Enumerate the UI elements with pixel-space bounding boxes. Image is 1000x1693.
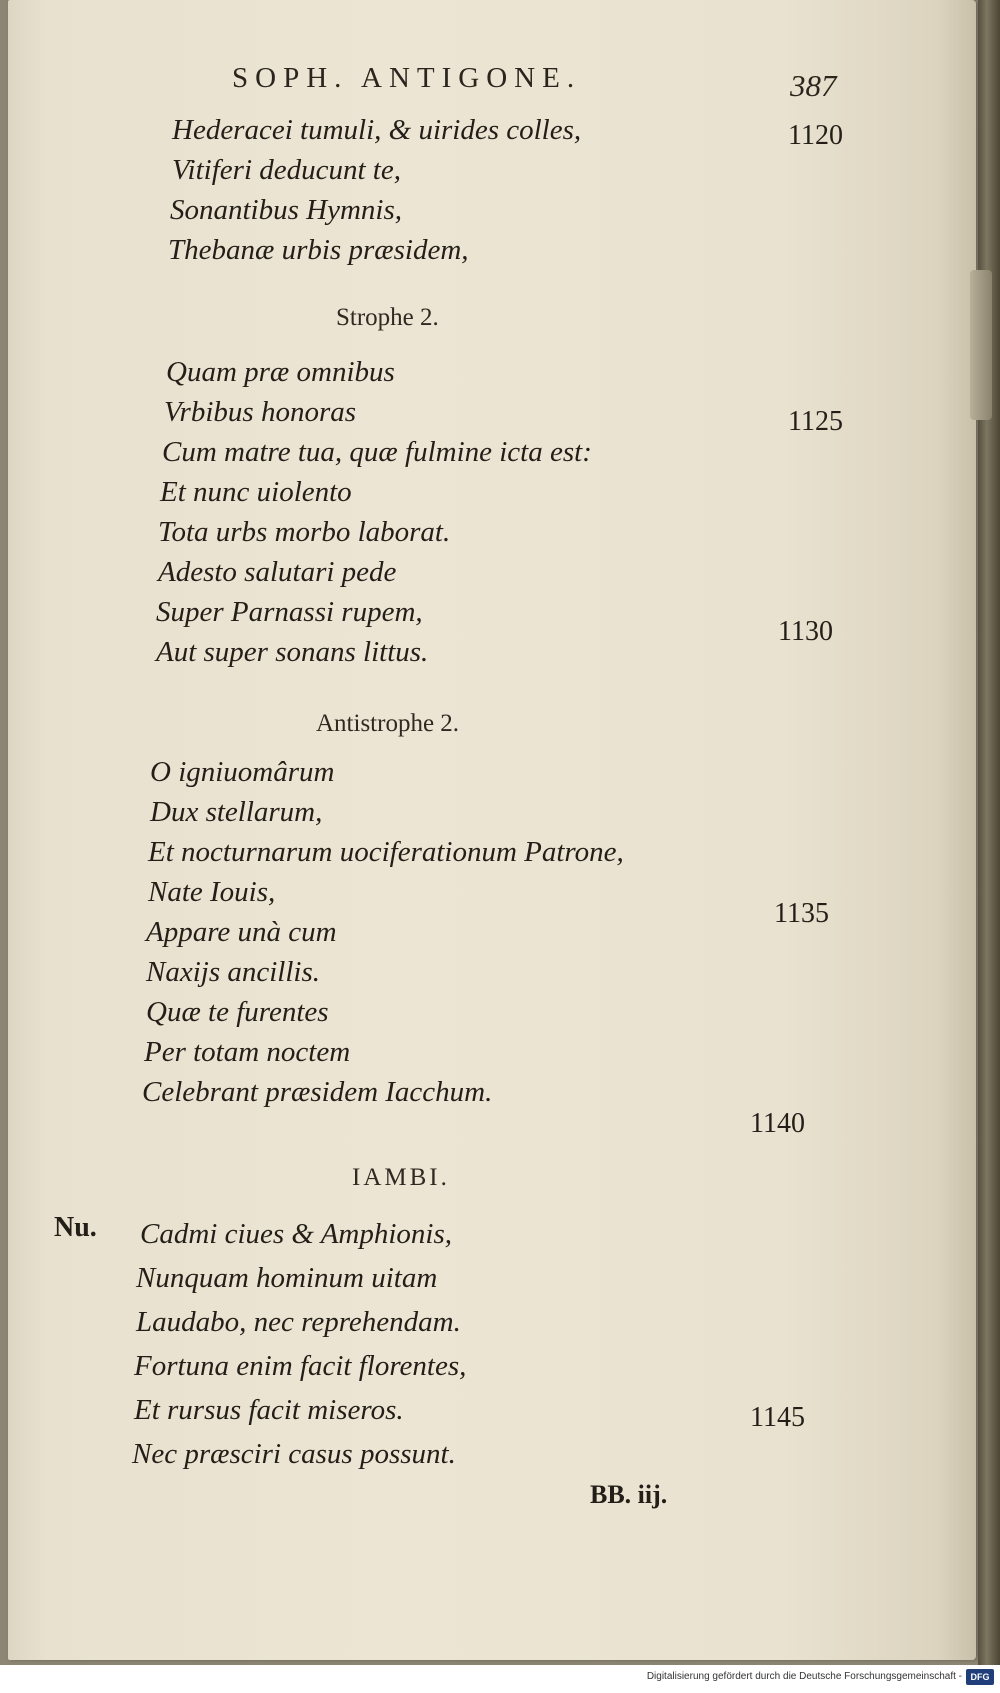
show-through-text xyxy=(520,100,950,1540)
book-edge xyxy=(978,0,1000,1665)
page-number: 387 xyxy=(790,68,837,103)
verse-line: Per totam noctem xyxy=(144,1036,351,1068)
verse-line: Hederacei tumuli, & uirides colles, xyxy=(172,114,582,146)
speaker-label: Nu. xyxy=(54,1212,97,1243)
verse-line: Fortuna enim facit florentes, xyxy=(134,1350,467,1382)
verse-line: Naxijs ancillis. xyxy=(146,956,320,988)
dfg-logo: DFG xyxy=(966,1669,994,1685)
verse-line: Celebrant præsidem Iacchum. xyxy=(142,1076,493,1108)
heading-iambi: IAMBI. xyxy=(352,1164,450,1191)
verse-line: Dux stellarum, xyxy=(150,796,323,828)
line-number: 1135 xyxy=(774,898,829,929)
verse-line: Quæ te furentes xyxy=(146,996,329,1028)
verse-line: Nunquam hominum uitam xyxy=(136,1262,438,1294)
verse-line: Vrbibus honoras xyxy=(164,396,357,428)
footer-credit: Digitalisierung gefördert durch die Deutsche Forschungsgemeinschaft - xyxy=(646,1671,962,1682)
verse-line: Nate Iouis, xyxy=(148,876,276,908)
verse-line: Cadmi ciues & Amphionis, xyxy=(140,1218,453,1250)
verse-line: Vitiferi deducunt te, xyxy=(172,154,401,186)
verse-line: Nec præsciri casus possunt. xyxy=(132,1438,456,1470)
line-number: 1125 xyxy=(788,406,843,437)
line-number: 1120 xyxy=(788,120,843,151)
verse-line: Thebanæ urbis præsidem, xyxy=(168,234,469,266)
verse-line: Cum matre tua, quæ fulmine icta est: xyxy=(162,436,592,468)
heading-strophe: Strophe 2. xyxy=(336,304,439,331)
verse-line: Quam præ omnibus xyxy=(166,356,395,388)
line-number: 1130 xyxy=(778,616,833,647)
heading-antistrophe: Antistrophe 2. xyxy=(316,710,460,737)
running-header: SOPH. ANTIGONE. xyxy=(232,62,582,94)
verse-line: Super Parnassi rupem, xyxy=(156,596,423,628)
verse-line: Adesto salutari pede xyxy=(158,556,397,588)
verse-line: Laudabo, nec reprehendam. xyxy=(136,1306,461,1338)
verse-line: Tota urbs morbo laborat. xyxy=(158,516,451,548)
signature-mark: BB. iij. xyxy=(590,1480,668,1509)
verse-line: Aut super sonans littus. xyxy=(156,636,429,668)
verse-line: Et rursus facit miseros. xyxy=(134,1394,404,1426)
verse-line: Et nocturnarum uociferationum Patrone, xyxy=(148,836,624,868)
line-number: 1145 xyxy=(750,1402,805,1433)
verse-line: Sonantibus Hymnis, xyxy=(170,194,402,226)
verse-line: Et nunc uiolento xyxy=(160,476,352,508)
verse-line: Appare unà cum xyxy=(146,916,337,948)
line-number: 1140 xyxy=(750,1108,805,1139)
page-tab xyxy=(970,270,992,420)
verse-line: O igniuomârum xyxy=(150,756,335,788)
